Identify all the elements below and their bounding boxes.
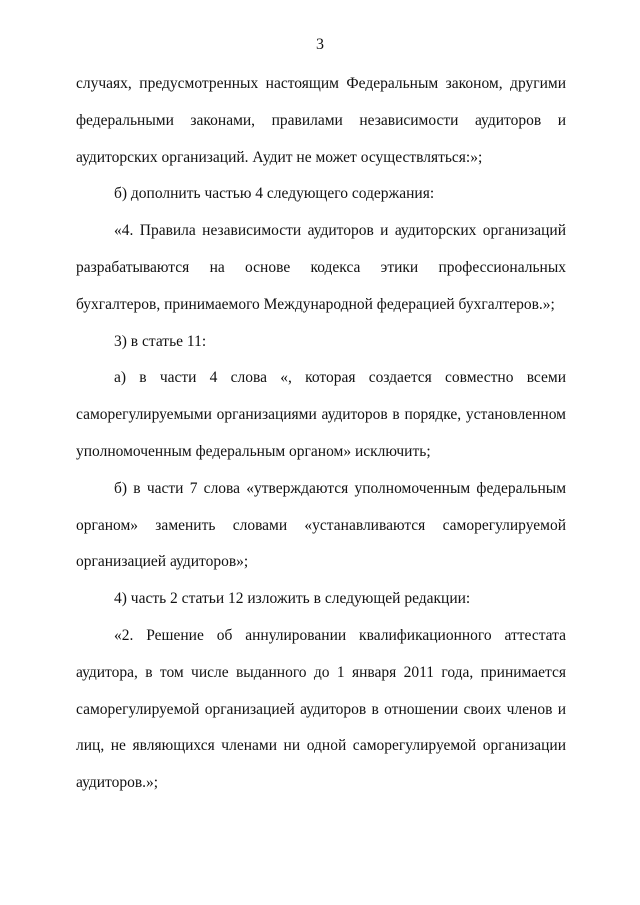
paragraph-item-3-article-11: 3) в статье 11: [114, 332, 207, 350]
paragraph-item-a-part-4: а) в части 4 слова «, которая создается совместно всеми саморегулируемыми организациями аудиторов в порядке, установленном уполномоченным федеральным органом» исключить; [76, 369, 566, 460]
paragraph-quoted-part-2: «2. Решение об аннулировании квалификационного аттестата аудитора, в том числе выданного до 1 января 2011 года, принимается саморегулируемой организацией аудиторов в отношении своих членов и лиц, не являющихся членами ни одной саморегулируемой организации аудиторов.»; [76, 626, 566, 792]
paragraph-item-b-add-part-4: б) дополнить частью 4 следующего содержания: [114, 185, 435, 203]
paragraph-continuation: случаях, предусмотренных настоящим Федеральным законом, другими федеральными законами, правилами независимости аудиторов и аудиторских организаций. Аудит не может осуществляться:»; [76, 75, 566, 166]
paragraph-quoted-part-4: «4. Правила независимости аудиторов и аудиторских организаций разрабатываются на основе кодекса этики профессиональных бухгалтеров, принимаемого Международной федерацией бухгалтеров.»; [76, 222, 566, 313]
paragraph-item-b-part-7: б) в части 7 слова «утверждаются уполномоченным федеральным органом» заменить словами «устанавливаются саморегулируемой организацией аудиторов»; [76, 479, 566, 571]
document-body [76, 66, 566, 802]
page-number: 3 [316, 36, 324, 53]
paragraph-item-4-article-12: 4) часть 2 статьи 12 изложить в следующей редакции: [114, 590, 471, 608]
